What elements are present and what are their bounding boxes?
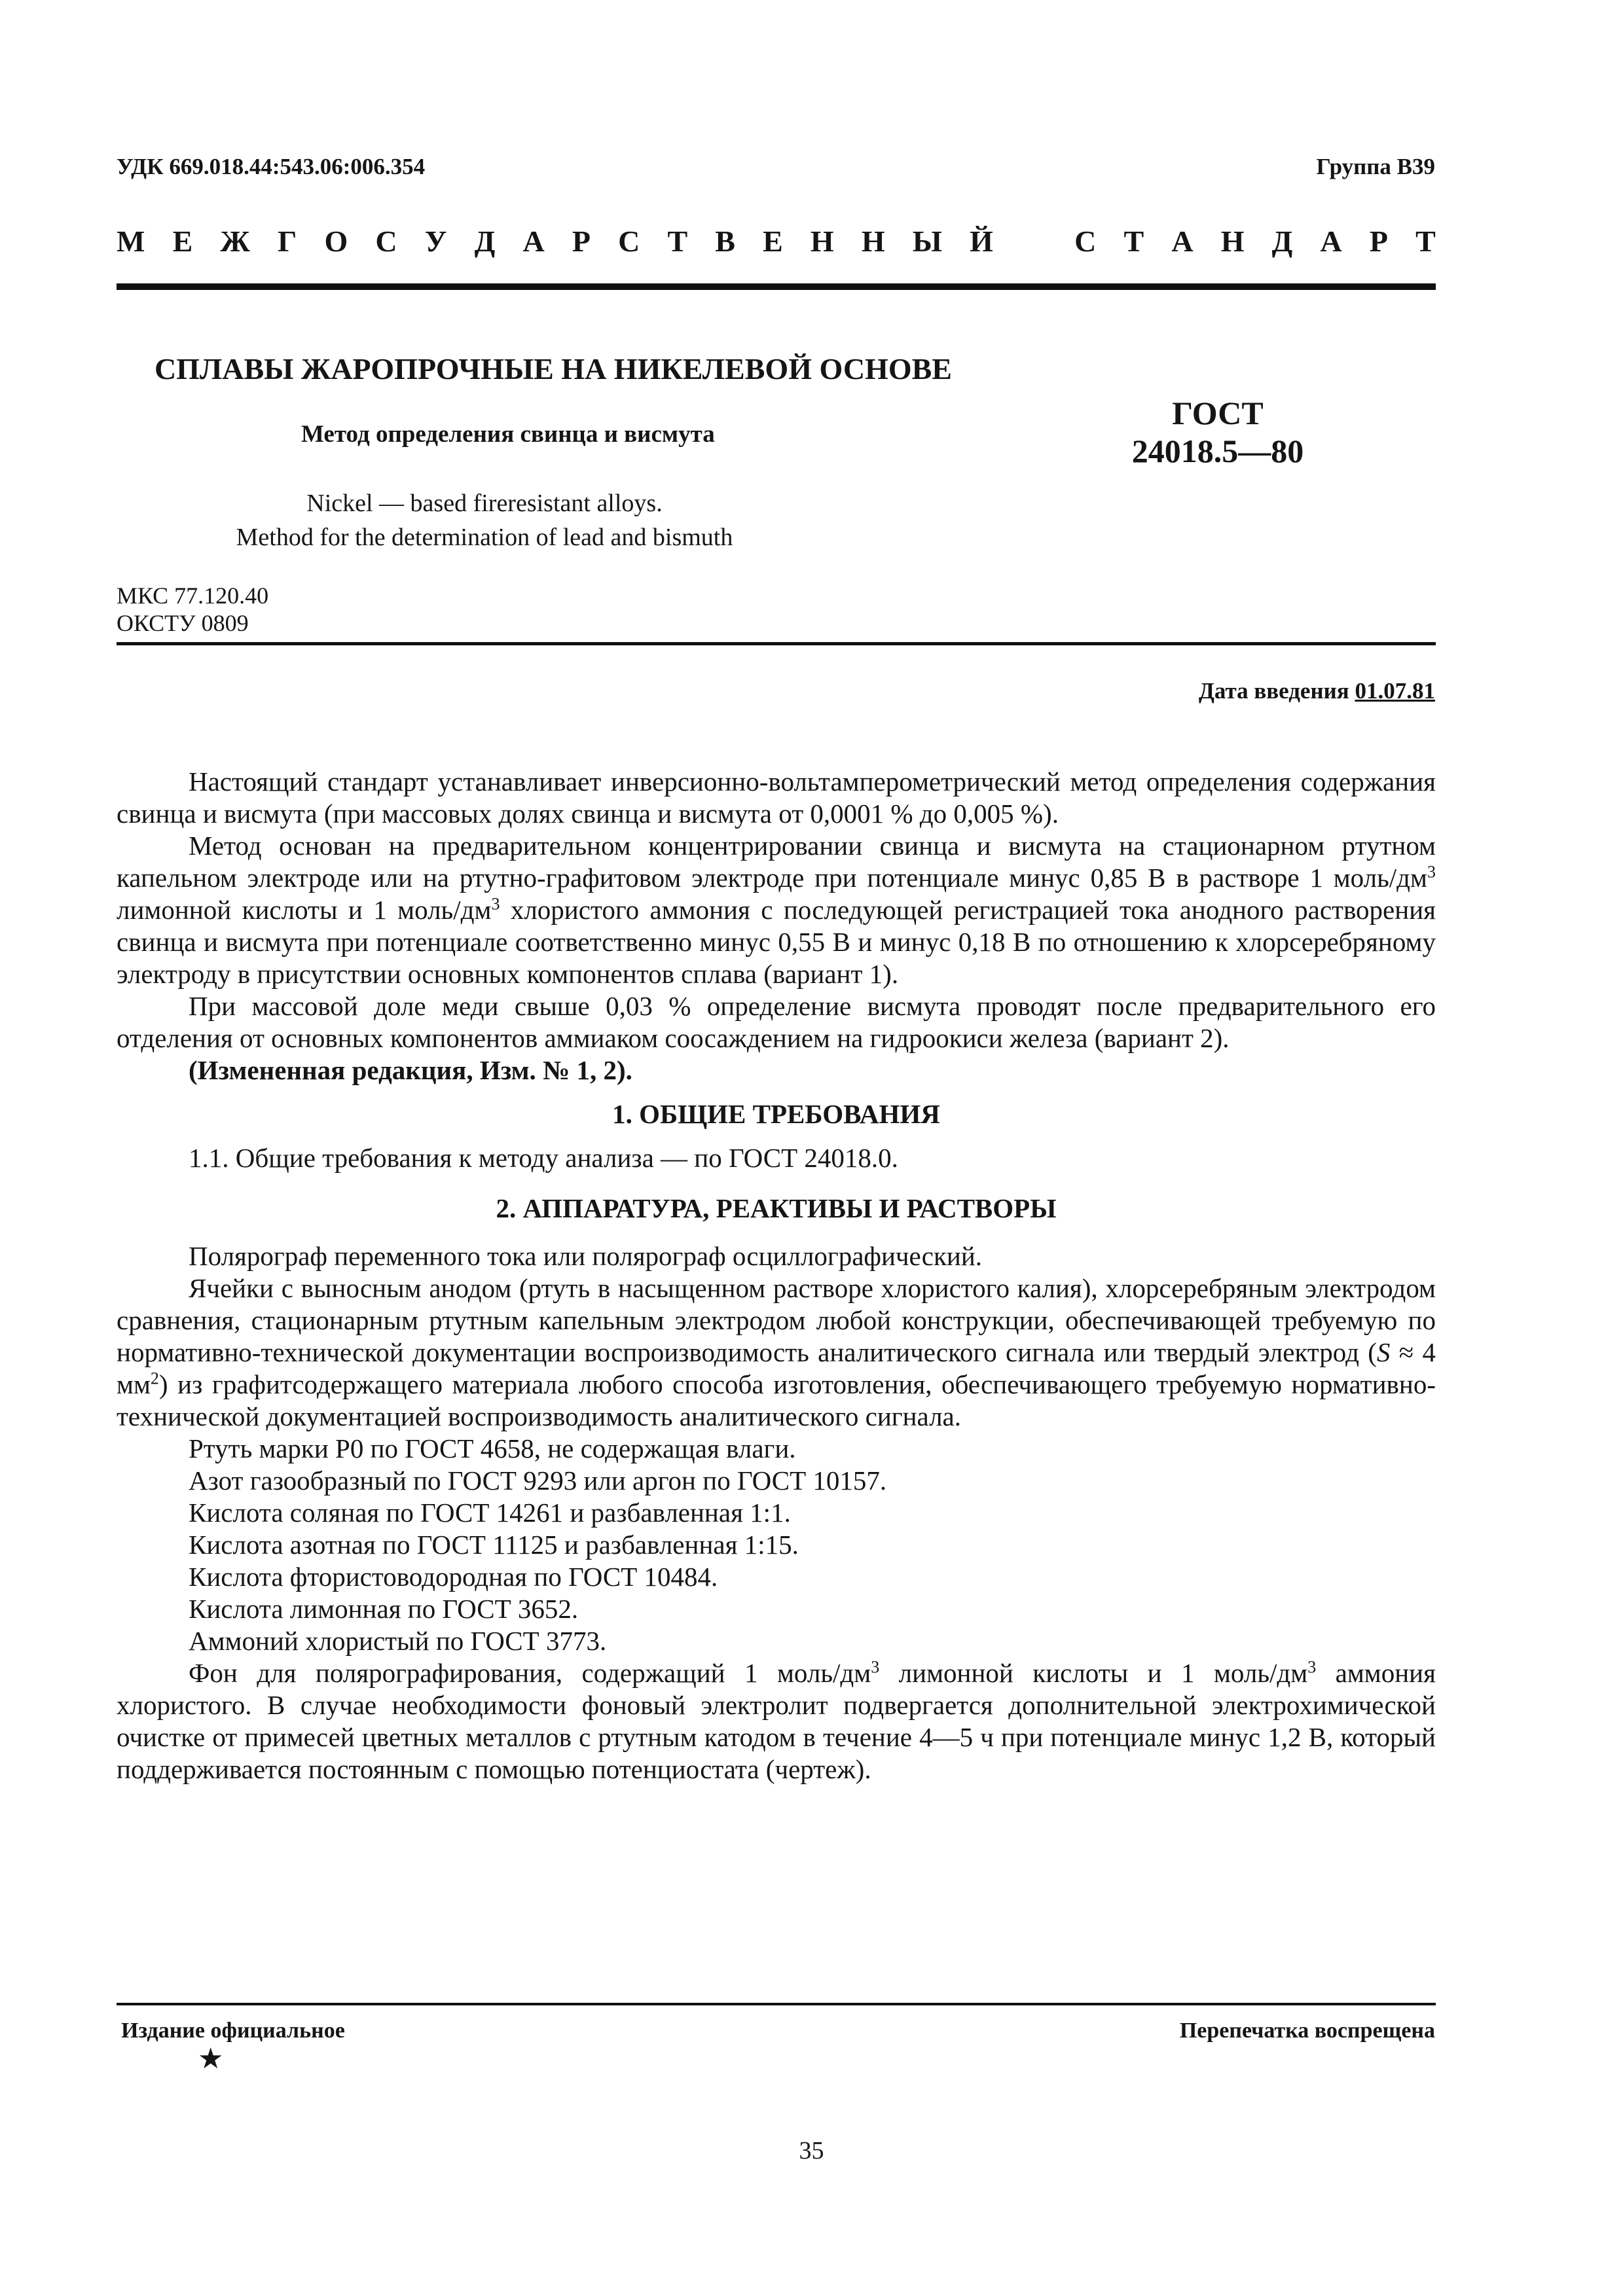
superscript: 3 bbox=[871, 1657, 880, 1677]
reagent-item: Ртуть марки Р0 по ГОСТ 4658, не содержащая влаги. bbox=[189, 1433, 796, 1463]
superscript: 3 bbox=[1307, 1657, 1317, 1677]
banner-letter: Д bbox=[1271, 224, 1293, 258]
banner-letter: Н bbox=[1220, 224, 1245, 258]
banner-letter: Т bbox=[1415, 224, 1436, 258]
text-run: ) из графитсодержащего материала любого способа изготовления, обеспечивающего требуемую нормативно-технической документацией воспроизводимость аналитического сигнала. bbox=[117, 1369, 1436, 1431]
banner-letter: Н bbox=[861, 224, 885, 258]
section-2-paragraph-3 bbox=[117, 1657, 1436, 1785]
area-symbol: S bbox=[1376, 1337, 1391, 1367]
banner-letter: Т bbox=[667, 224, 688, 258]
official-edition: Издание официальное bbox=[121, 2018, 345, 2043]
udk-code: УДК 669.018.44:543.06:006.354 bbox=[117, 154, 426, 179]
superscript: 2 bbox=[150, 1369, 159, 1388]
standard-banner bbox=[117, 224, 1436, 259]
document-title: СПЛАВЫ ЖАРОПРОЧНЫЕ НА НИКЕЛЕВОЙ ОСНОВЕ bbox=[155, 352, 952, 386]
reprint-prohibited: Перепечатка воспрещена bbox=[1179, 2018, 1435, 2043]
star-icon: ★ bbox=[198, 2043, 224, 2075]
banner-letter: Д bbox=[474, 224, 496, 258]
banner-letter: С bbox=[618, 224, 640, 258]
section-2-paragraph-1: Полярограф переменного тока или полярограф осциллографический. bbox=[189, 1241, 983, 1271]
text-run: аммония хлористого. В случае необходимости фоновый электролит подвергается дополнительной электрохимической очистке от примесей цветных металлов с ртутным катодом в течение 4—5 ч при потенциале минус 1,2 В, который поддерживается постоянным с помощью потенциостата (чертеж). bbox=[117, 1658, 1436, 1784]
banner-letter: У bbox=[424, 224, 447, 258]
banner-letter: Р bbox=[572, 224, 591, 258]
intro-paragraph-1: Настоящий стандарт устанавливает инверсионно-вольтамперометрический метод определения содержания свинца и висмута (при массовых долях свинца и висмута от 0,0001 % до 0,005 %). bbox=[117, 766, 1436, 829]
reagent-item: Азот газообразный по ГОСТ 9293 или аргон по ГОСТ 10157. bbox=[189, 1465, 887, 1496]
banner-letter: Г bbox=[278, 224, 297, 258]
text-run: Фон для полярографирования, содержащий 1 моль/дм bbox=[189, 1658, 871, 1688]
english-title-line: Nickel — based fireresistant alloys. bbox=[306, 490, 663, 517]
reagent-item: Кислота соляная по ГОСТ 14261 и разбавленная 1:1. bbox=[189, 1498, 791, 1528]
oksty-code: ОКСТУ 0809 bbox=[117, 610, 249, 636]
section-1-item: 1.1. Общие требования к методу анализа — по ГОСТ 24018.0. bbox=[189, 1143, 898, 1173]
banner-letter: С bbox=[1074, 224, 1097, 258]
text-run: Ячейки с выносным анодом (ртуть в насыщенном растворе хлористого калия), хлорсеребряным электродом сравнения, стационарным ртутным капельным электродом любой конструкции, обеспечивающей требуемую по нормативно-технической документации воспроизводимость аналитического сигнала или твердый электрод ( bbox=[117, 1273, 1436, 1367]
banner-letter: Ж bbox=[220, 224, 250, 258]
superscript: 3 bbox=[491, 894, 500, 914]
intro-date-value: 01.07.81 bbox=[1355, 678, 1435, 704]
text-run: Метод основан на предварительном концентрировании свинца и висмута на стационарном ртутном капельном электроде или на ртутно-графитовом электроде при потенциале минус 0,85 В в растворе 1 моль/дм bbox=[117, 831, 1436, 893]
header-thick-rule bbox=[117, 283, 1436, 290]
group-code: Группа В39 bbox=[1316, 154, 1435, 179]
banner-letter: Й bbox=[970, 224, 993, 258]
section-2-paragraph-2 bbox=[117, 1272, 1436, 1433]
banner-letter: Т bbox=[1123, 224, 1144, 258]
text-run: лимонной кислоты и 1 моль/дм bbox=[117, 895, 492, 925]
classification-codes bbox=[117, 582, 268, 637]
section-2-heading: 2. АППАРАТУРА, РЕАКТИВЫ И РАСТВОРЫ bbox=[496, 1193, 1057, 1223]
reagent-item: Кислота фтористоводородная по ГОСТ 10484. bbox=[189, 1562, 718, 1592]
intro-date bbox=[1199, 678, 1435, 704]
english-title-line: Method for the determination of lead and bismuth bbox=[236, 524, 733, 551]
banner-letter: А bbox=[522, 224, 545, 258]
banner-letter: А bbox=[1171, 224, 1194, 258]
text-run: ≈ 4 мм bbox=[117, 1337, 1436, 1399]
page-number: 35 bbox=[799, 2137, 824, 2164]
mks-code: МКС 77.120.40 bbox=[117, 583, 269, 609]
footer-rule bbox=[117, 2003, 1436, 2005]
document-subtitle: Метод определения свинца и висмута bbox=[301, 421, 715, 448]
intro-date-label: Дата введения bbox=[1198, 678, 1349, 704]
banner-letter: М bbox=[117, 224, 145, 258]
gost-designation bbox=[1080, 394, 1355, 470]
reagent-item: Аммоний хлористый по ГОСТ 3773. bbox=[189, 1626, 607, 1656]
banner-letter: Н bbox=[810, 224, 834, 258]
english-title bbox=[216, 486, 753, 554]
superscript: 3 bbox=[1427, 862, 1436, 882]
banner-letter: Е bbox=[763, 224, 783, 258]
intro-paragraph-2 bbox=[117, 830, 1436, 990]
section-1-heading: 1. ОБЩИЕ ТРЕБОВАНИЯ bbox=[612, 1099, 940, 1129]
banner-letter: Е bbox=[172, 224, 193, 258]
document-body bbox=[117, 766, 1436, 1785]
banner-letter: Р bbox=[1369, 224, 1388, 258]
banner-letter: Ы bbox=[912, 224, 942, 258]
banner-letter bbox=[1021, 224, 1047, 259]
reagent-item: Кислота азотная по ГОСТ 11125 и разбавленная 1:15. bbox=[189, 1530, 799, 1560]
banner-letter: В bbox=[715, 224, 735, 258]
title-rule bbox=[117, 642, 1436, 645]
banner-letter: А bbox=[1320, 224, 1342, 258]
banner-letter: О bbox=[324, 224, 348, 258]
amendment-note: (Измененная редакция, Изм. № 1, 2). bbox=[189, 1055, 632, 1085]
gost-label: ГОСТ bbox=[1172, 395, 1264, 431]
text-run: хлористого аммония с последующей регистрацией тока анодного растворения свинца и висмута при потенциале соответственно минус 0,55 В и минус 0,18 В по отношению к хлорсеребряному электроду в присутствии основных компонентов сплава (вариант 1). bbox=[117, 895, 1436, 989]
reagent-item: Кислота лимонная по ГОСТ 3652. bbox=[189, 1594, 579, 1624]
intro-paragraph-3: При массовой доле меди свыше 0,03 % определение висмута проводят после предварительного его отделения от основных компонентов аммиаком соосаждением на гидроокиси железа (вариант 2). bbox=[117, 991, 1436, 1053]
text-run: лимонной кислоты и 1 моль/дм bbox=[879, 1658, 1308, 1688]
gost-number: 24018.5—80 bbox=[1131, 433, 1304, 469]
banner-letter: С bbox=[375, 224, 397, 258]
